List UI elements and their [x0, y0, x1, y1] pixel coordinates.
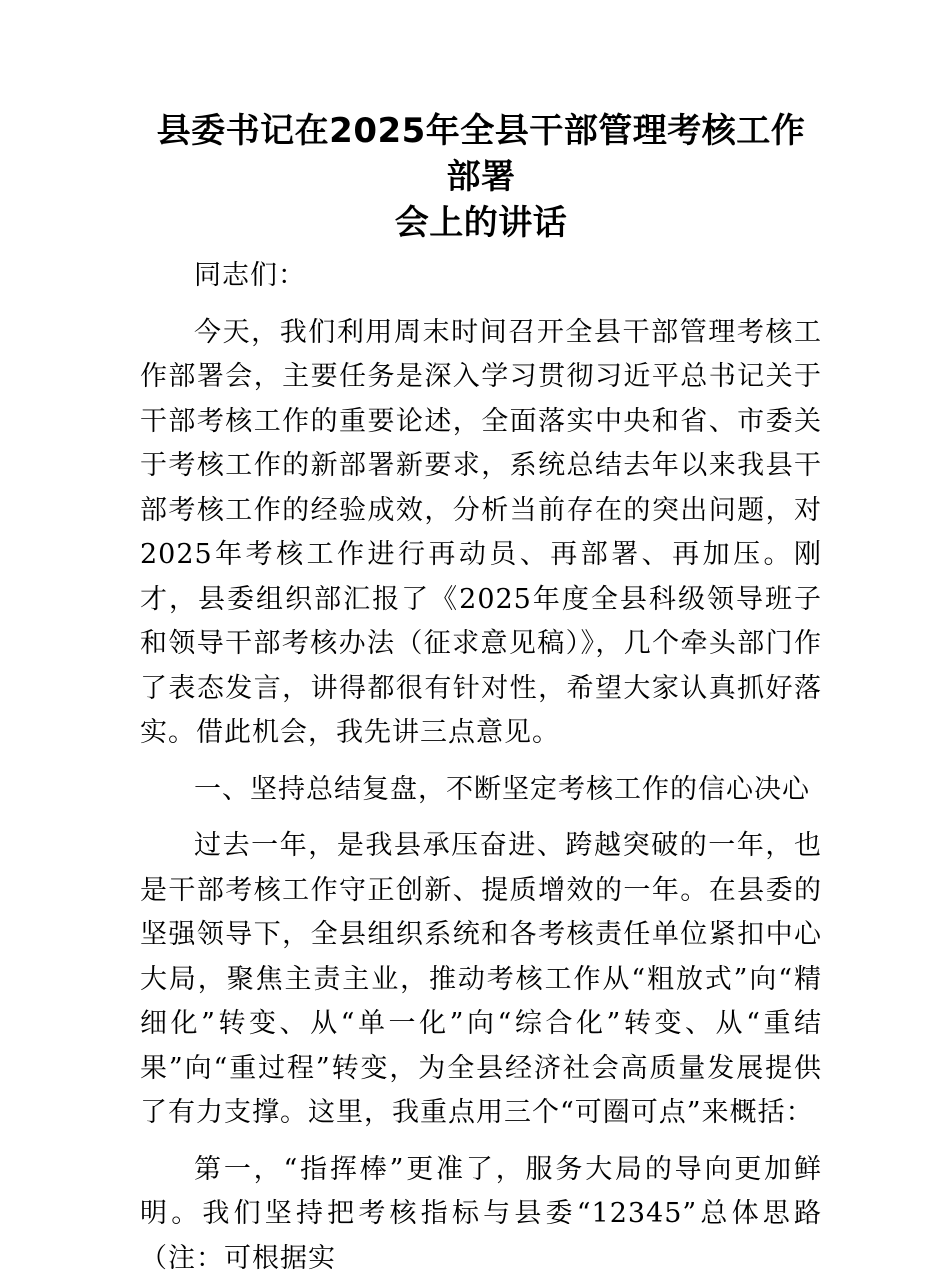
document-title-line-1: 县委书记在2025年全县干部管理考核工作部署 — [140, 108, 822, 200]
document-title-line-2: 会上的讲话 — [140, 200, 822, 246]
document-title — [140, 108, 822, 246]
paragraph-point-1: 第一，“指挥棒”更准了，服务大局的导向更加鲜明。我们坚持把考核指标与县委“12345”总体思路（注：可根据实 — [140, 1148, 822, 1281]
salutation: 同志们： — [140, 254, 822, 299]
section-heading-1: 一、坚持总结复盘，不断坚定考核工作的信心决心 — [140, 768, 822, 813]
paragraph-review: 过去一年，是我县承压奋进、跨越突破的一年，也是干部考核工作守正创新、提质增效的一年。在县委的坚强领导下，全县组织系统和各考核责任单位紧扣中心大局，聚焦主责主业，推动考核工作从“粗放式”向“精细化”转变、从“单一化”向“综合化”转变、从“重结果”向“重过程”转变，为全县经济社会高质量发展提供了有力支撑。这里，我重点用三个“可圈可点”来概括： — [140, 824, 822, 1136]
paragraph-intro: 今天，我们利用周末时间召开全县干部管理考核工作部署会，主要任务是深入学习贯彻习近平总书记关于干部考核工作的重要论述，全面落实中央和省、市委关于考核工作的新部署新要求，系统总结去年以来我县干部考核工作的经验成效，分析当前存在的突出问题，对2025年考核工作进行再动员、再部署、再加压。刚才，县委组织部汇报了《2025年度全县科级领导班子和领导干部考核办法（征求意见稿）》，几个牵头部门作了表态发言，讲得都很有针对性，希望大家认真抓好落实。借此机会，我先讲三点意见。 — [140, 311, 822, 756]
